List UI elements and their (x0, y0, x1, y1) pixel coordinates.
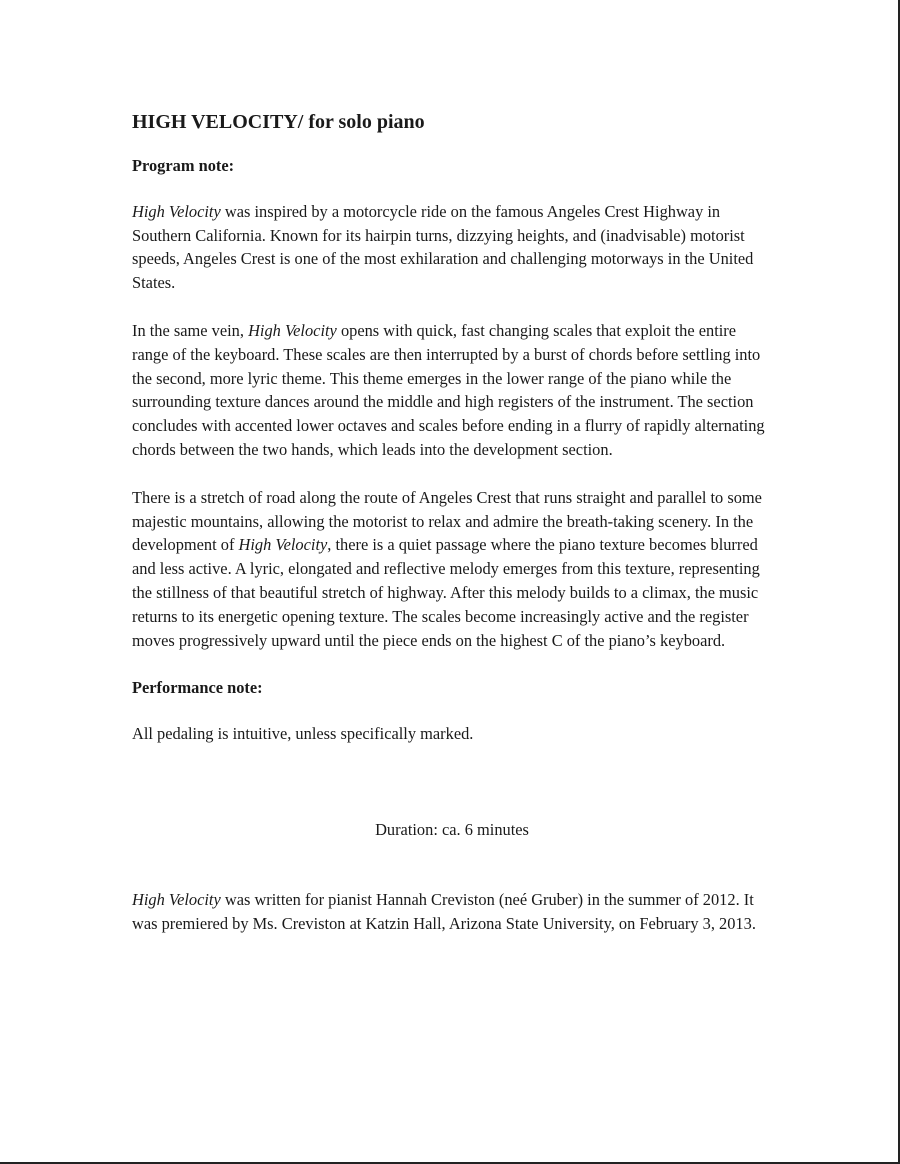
work-title: High Velocity (132, 201, 221, 221)
program-paragraph-1 (132, 200, 772, 295)
performance-note-text: All pedaling is intuitive, unless specifically marked. (132, 724, 474, 744)
document-content (132, 108, 772, 959)
performance-note-heading: Performance note: (132, 678, 263, 698)
paragraph-text: opens with quick, fast changing scales that exploit the entire range of the keyboard. These scales are then interrupted by a burst of chords before settling into the second, more lyric theme. This theme emerges in the lower range of the piano while the surrounding texture dances around the middle and high registers of the instrument. The section concludes with accented lower octaves and scales before ending in a flurry of rapidly alternating chords between the two hands, which leads into the development section. (132, 320, 765, 459)
paragraph-text: There is a stretch of road along the route of Angeles Crest that runs straight and parallel to some majestic mountains, allowing the motorist to relax and admire the breath-taking scenery. In the development of (132, 487, 762, 555)
work-title: High Velocity (238, 535, 328, 555)
program-paragraph-3 (132, 486, 772, 653)
work-title: High Velocity (248, 320, 337, 340)
program-note-heading: Program note: (132, 156, 235, 175)
work-title: High Velocity (132, 889, 221, 909)
duration-line: Duration: ca. 6 minutes (375, 819, 529, 839)
paragraph-text: was inspired by a motorcycle ride on the famous Angeles Crest Highway in Southern California. Known for its hairpin turns, dizzying heights, and (inadvisable) motorist speeds, Angeles Crest is one of the most exhilaration and challenging motorways in the United States. (132, 201, 754, 293)
document-title: HIGH VELOCITY/ for solo piano (132, 111, 425, 133)
program-paragraph-2 (132, 319, 772, 462)
paragraph-text: , there is a quiet passage where the piano texture becomes blurred and less active. A lyric, elongated and reflective melody emerges from this texture, representing the stillness of that beautiful stretch of highway. After this melody builds to a climax, the music returns to its energetic opening texture. The scales become increasingly active and the register moves progressively upward until the piece ends on the highest C of the piano’s keyboard. (132, 535, 760, 650)
paragraph-text: In the same vein, (132, 320, 249, 340)
paragraph-text: was written for pianist Hannah Creviston (neé Gruber) in the summer of 2012. It was premiered by Ms. Creviston at Katzin Hall, Arizona State University, on February 3, 2013. (132, 889, 756, 933)
premiere-paragraph (132, 888, 772, 936)
